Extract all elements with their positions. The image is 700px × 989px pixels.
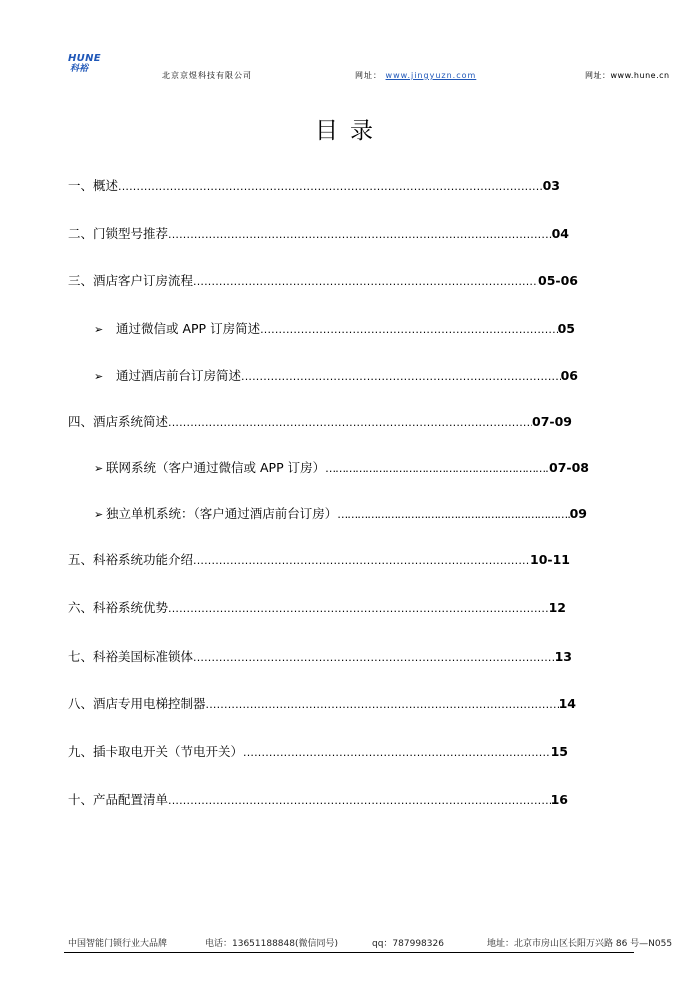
toc-item-label: 六、科裕系统优势 (68, 600, 169, 615)
toc-item-label: 一、概述 (68, 178, 119, 193)
toc-leader-dots (206, 698, 559, 711)
footer-address: 地址：北京市房山区长阳万兴路 86 号—N055 (487, 939, 673, 949)
page-title: 目录 (315, 118, 385, 144)
logo-text-hune: HUNE (68, 53, 101, 64)
toc-leader-dots (193, 651, 555, 664)
toc-item-label: 十、产品配置清单 (68, 792, 169, 807)
toc-item-label: 七、科裕美国标准锁体 (68, 649, 194, 664)
header-company: 北京京煜科技有限公司 (162, 71, 252, 80)
toc-item-power-switch[interactable] (68, 742, 568, 760)
toc-leader-dots (193, 275, 538, 288)
toc-item-label-wrap (94, 504, 337, 522)
toc-item-elevator-controller[interactable] (68, 694, 576, 712)
toc-item-page: 06 (560, 368, 578, 383)
arrow-bullet-icon: ➢ (94, 508, 104, 521)
toc-item-page: 15 (550, 744, 568, 759)
toc-leader-dots (118, 180, 543, 193)
toc-leader-dots (193, 554, 530, 567)
toc-item-page: 03 (542, 178, 560, 193)
toc-item-system-advantages[interactable] (68, 598, 566, 616)
toc-item-page: 07-08 (549, 460, 589, 475)
toc-item-network-system[interactable] (94, 458, 589, 476)
toc-item-page: 14 (558, 696, 576, 711)
footer-divider (64, 952, 634, 953)
toc-leader-dots (241, 370, 561, 383)
toc-leader-dots (260, 323, 558, 336)
toc-leader-dots (243, 746, 551, 759)
toc-item-label: 通过酒店前台订房简述 (116, 368, 242, 383)
toc-item-page: 09 (569, 506, 587, 521)
toc-item-page: 16 (550, 792, 568, 807)
footer-qq: qq：787998326 (372, 939, 444, 949)
footer-phone: 电话：13651188848(微信同号) (205, 939, 339, 949)
footer-brand: 中国智能门锁行业大品牌 (68, 939, 168, 949)
toc-leader-dots (168, 228, 552, 241)
toc-item-wechat-booking[interactable] (94, 319, 575, 337)
toc-leader-dots (168, 794, 551, 807)
toc-leader-dots (168, 602, 549, 615)
arrow-bullet-icon: ➢ (94, 462, 104, 475)
toc-item-overview[interactable] (68, 176, 560, 194)
toc-leader-dots (168, 416, 532, 429)
toc-item-label: 四、酒店系统简述 (68, 414, 169, 429)
toc-item-label-wrap (94, 366, 241, 384)
header-website-1-label: 网址： (355, 71, 382, 80)
toc-item-page: 05-06 (538, 273, 578, 288)
toc-item-page: 05 (557, 321, 575, 336)
arrow-bullet-icon: ➢ (94, 323, 104, 336)
toc-item-page: 12 (548, 600, 566, 615)
toc-item-label: 通过微信或 APP 订房简述 (116, 321, 261, 336)
logo-text-keyu: 科裕 (70, 64, 89, 74)
toc-leader-dots (337, 508, 569, 521)
toc-item-lock-models[interactable] (68, 224, 569, 242)
toc-item-label-wrap (94, 458, 325, 476)
toc-item-system-features[interactable] (68, 550, 570, 568)
header-website-2: 网址：www.hune.cn (585, 71, 670, 80)
arrow-bullet-icon: ➢ (94, 370, 104, 383)
toc-item-standalone-system[interactable] (94, 504, 587, 522)
toc-item-label: 八、酒店专用电梯控制器 (68, 696, 206, 711)
toc-item-page: 13 (554, 649, 572, 664)
toc-item-label: 三、酒店客户订房流程 (68, 273, 194, 288)
toc-item-label: 五、科裕系统功能介绍 (68, 552, 194, 567)
toc-item-label: 联网系统（客户通过微信或 APP 订房） (106, 460, 326, 475)
toc-item-us-lock-body[interactable] (68, 647, 572, 665)
header-website-1-link[interactable]: www.jingyuzn.com (385, 71, 477, 80)
toc-item-label-wrap (94, 319, 260, 337)
toc-leader-dots (325, 462, 549, 475)
toc-item-label: 独立单机系统：（客户通过酒店前台订房） (106, 506, 338, 521)
toc-item-label: 九、插卡取电开关（节电开关） (68, 744, 244, 759)
toc-item-hotel-system[interactable] (68, 412, 572, 430)
toc-item-page: 10-11 (530, 552, 570, 567)
toc-item-frontdesk-booking[interactable] (94, 366, 578, 384)
toc-item-page: 04 (551, 226, 569, 241)
toc-item-label: 二、门锁型号推荐 (68, 226, 169, 241)
toc-item-booking-process[interactable] (68, 271, 578, 289)
toc-item-page: 07-09 (532, 414, 572, 429)
toc-item-product-list[interactable] (68, 790, 568, 808)
